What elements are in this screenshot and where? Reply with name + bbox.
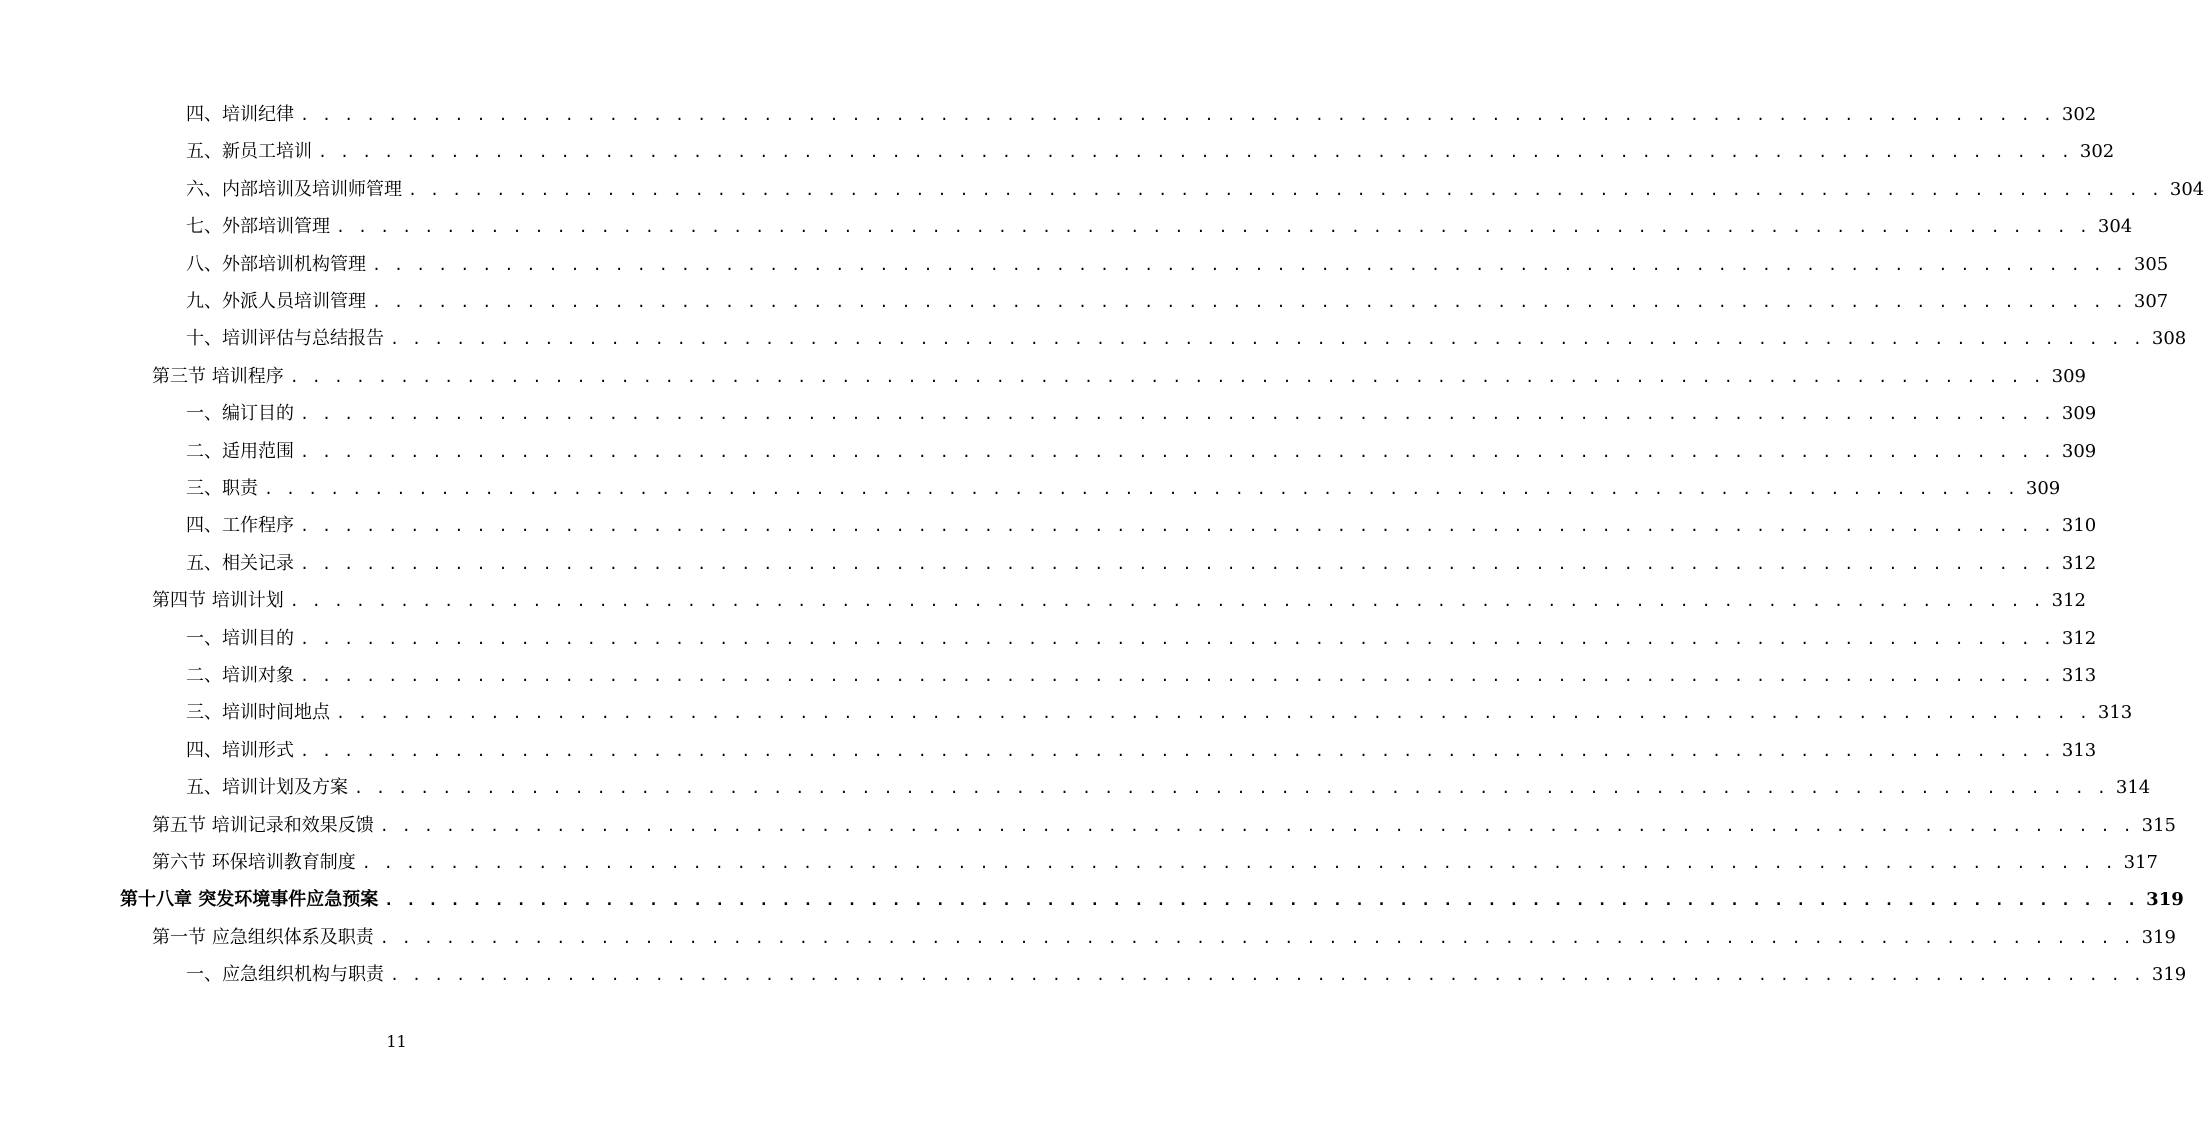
toc-leader-dots: . . . . . . . . . . . . . . . . . . . . . . . . . . . . . . . . . . . . . . . . . . . . . . . . . . . . . . . . . . . . . . . . . . . . . . . . . . . . . . . . xyxy=(408,180,2162,199)
toc-entry[interactable] xyxy=(152,848,2158,878)
toc-leader-dots: . . . . . . . . . . . . . . . . . . . . . . . . . . . . . . . . . . . . . . . . . . . . . . . . . . . . . . . . . . . . . . . . . . . . . . . . . . . . . . . . xyxy=(300,442,2054,461)
toc-entry-title: 三、职责 xyxy=(186,478,258,499)
toc-entry[interactable] xyxy=(186,287,2169,317)
toc-entry-page: 304 xyxy=(2169,178,2204,200)
toc-entry-title: 七、外部培训管理 xyxy=(186,216,330,238)
toc-entry-page: 309 xyxy=(2061,440,2097,462)
toc-entry-title: 一、应急组织机构与职责 xyxy=(186,964,384,986)
toc-entry-page: 302 xyxy=(2079,141,2115,163)
toc-entry-title: 八、外部培训机构管理 xyxy=(186,253,366,275)
toc-entry-title: 二、培训对象 xyxy=(186,665,294,686)
toc-leader-dots: . . . . . . . . . . . . . . . . . . . . . . . . . . . . . . . . . . . . . . . . . . . . . . . . . . . . . . . . . . . . . . . . . . . . . . . . . . . . . . . . xyxy=(318,143,2072,162)
toc-entry[interactable] xyxy=(186,324,2187,354)
toc-entry[interactable] xyxy=(152,923,2176,953)
toc-leader-dots: . . . . . . . . . . . . . . . . . . . . . . . . . . . . . . . . . . . . . . . . . . . . . . . . . . . . . . . . . . . . . . . . . . . . . . . . . . . . . . . . xyxy=(372,293,2126,311)
toc-leader-dots: . . . . . . . . . . . . . . . . . . . . . . . . . . . . . . . . . . . . . . . . . . . . . . . . . . . . . . . . . . . . . . . . . . . . . . . . . . . . . . . . xyxy=(300,629,2054,648)
toc-entry-page: 305 xyxy=(2133,253,2169,275)
toc-entry-page: 308 xyxy=(2151,328,2187,350)
toc-entry-title: 五、培训计划及方案 xyxy=(186,777,348,799)
toc-entry[interactable] xyxy=(186,212,2133,242)
toc-leader-dots: . . . . . . . . . . . . . . . . . . . . . . . . . . . . . . . . . . . . . . . . . . . . . . . . . . . . . . . . . . . . . . . . . . . . . . . . . . . . . . . . xyxy=(300,741,2054,760)
toc-entry-page: 312 xyxy=(2061,552,2097,574)
toc-entry-page: 315 xyxy=(2141,814,2176,836)
toc-entry-page: 312 xyxy=(2051,590,2086,612)
toc-leader-dots: . . . . . . . . . . . . . . . . . . . . . . . . . . . . . . . . . . . . . . . . . . . . . . . . . . . . . . . . . . . . . . . . . . . . . . . . . . . . . . . . xyxy=(289,592,2044,611)
toc-entry[interactable] xyxy=(186,549,2097,579)
toc-entry-title: 五、相关记录 xyxy=(186,552,294,574)
toc-entry-title: 第六节 环保培训教育制度 xyxy=(152,852,356,873)
toc-entry-title: 五、新员工培训 xyxy=(186,141,312,163)
toc-leader-dots: . . . . . . . . . . . . . . . . . . . . . . . . . . . . . . . . . . . . . . . . . . . . . . . . . . . . . . . . . . . . . . . . . . . . . . . . . . . . . . . . xyxy=(336,704,2090,723)
toc-leader-dots: . . . . . . . . . . . . . . . . . . . . . . . . . . . . . . . . . . . . . . . . . . . . . . . . . . . . . . . . . . . . . . . . . . . . . . . . . . . . . . . . xyxy=(379,928,2134,947)
toc-leader-dots: . . . . . . . . . . . . . . . . . . . . . . . . . . . . . . . . . . . . . . . . . . . . . . . . . . . . . . . . . . . . . . . . . . . . . . . . . . . . . . . . xyxy=(372,255,2126,274)
toc-entry-title: 第十八章 突发环境事件应急预案 xyxy=(120,889,379,911)
toc-entry[interactable] xyxy=(186,661,2097,691)
toc-entry-title: 第一节 应急组织体系及职责 xyxy=(152,926,374,948)
toc-entry-page: 319 xyxy=(2151,964,2187,986)
toc-entry-title: 第五节 培训记录和效果反馈 xyxy=(152,814,374,836)
toc-entry-page: 313 xyxy=(2061,739,2097,761)
toc-entry-page: 313 xyxy=(2061,665,2097,686)
toc-entry-title: 三、培训时间地点 xyxy=(186,702,330,724)
toc-entry-page: 319 xyxy=(2146,889,2184,911)
toc-entry-title: 二、适用范围 xyxy=(186,440,294,462)
toc-entry-page: 317 xyxy=(2123,852,2158,873)
toc-entry[interactable] xyxy=(186,137,2115,167)
toc-entry[interactable] xyxy=(186,960,2187,990)
toc-leader-dots: . . . . . . . . . . . . . . . . . . . . . . . . . . . . . . . . . . . . . . . . . . . . . . . . . . . . . . . . . . . . . . . . . . . . . . . . . . . . . . . . xyxy=(300,554,2054,573)
toc-entry-title: 十、培训评估与总结报告 xyxy=(186,328,384,350)
toc-entry-page: 319 xyxy=(2141,926,2176,948)
toc-entry-title: 第三节 培训程序 xyxy=(152,365,284,387)
toc-leader-dots: . . . . . . . . . . . . . . . . . . . . . . . . . . . . . . . . . . . . . . . . . . . . . . . . . . . . . . . . . . . . . . . . . . . . . . . . . . . . . . . . xyxy=(379,816,2134,835)
toc-entry[interactable] xyxy=(186,175,2204,205)
toc-entry[interactable] xyxy=(186,624,2097,654)
toc-entry-page: 307 xyxy=(2133,291,2169,312)
toc-entry-title: 六、内部培训及培训师管理 xyxy=(186,178,402,200)
toc-leader-dots: . . . . . . . . . . . . . . . . . . . . . . . . . . . . . . . . . . . . . . . . . . . . . . . . . . . . . . . . . . . . . . . . . . . . . . . . . . . . . . . . xyxy=(300,106,2054,124)
page-number: 11 xyxy=(386,1032,407,1051)
toc-entry[interactable] xyxy=(120,885,2184,915)
toc-leader-dots: . . . . . . . . . . . . . . . . . . . . . . . . . . . . . . . . . . . . . . . . . . . . . . . . . . . . . . . . . . . . . . . . . . . . . . . . . . . . . . . . xyxy=(300,405,2054,424)
toc-leader-dots: . . . . . . . . . . . . . . . . . . . . . . . . . . . . . . . . . . . . . . . . . . . . . . . . . . . . . . . . . . . . . . . . . . . . . . . . . . . . . . . . xyxy=(384,891,2139,910)
toc-entry-title: 一、编订目的 xyxy=(186,403,294,425)
toc-entry[interactable] xyxy=(186,399,2097,429)
toc-entry-page: 309 xyxy=(2051,365,2086,387)
toc-entry-page: 304 xyxy=(2097,216,2133,238)
toc-entry-page: 314 xyxy=(2115,777,2151,799)
toc-entry-title: 四、培训纪律 xyxy=(186,104,294,125)
toc-entry[interactable] xyxy=(186,511,2097,541)
toc-entry[interactable] xyxy=(152,811,2176,841)
toc-entry-page: 310 xyxy=(2061,515,2097,537)
toc-entry[interactable] xyxy=(152,362,2086,392)
toc-entry-page: 313 xyxy=(2097,702,2133,724)
toc-entry-title: 九、外派人员培训管理 xyxy=(186,291,366,312)
toc-leader-dots: . . . . . . . . . . . . . . . . . . . . . . . . . . . . . . . . . . . . . . . . . . . . . . . . . . . . . . . . . . . . . . . . . . . . . . . . . . . . . . . . xyxy=(300,667,2054,685)
toc-leader-dots: . . . . . . . . . . . . . . . . . . . . . . . . . . . . . . . . . . . . . . . . . . . . . . . . . . . . . . . . . . . . . . . . . . . . . . . . . . . . . . . . xyxy=(390,966,2144,985)
toc-entry-title: 四、培训形式 xyxy=(186,739,294,761)
toc-leader-dots: . . . . . . . . . . . . . . . . . . . . . . . . . . . . . . . . . . . . . . . . . . . . . . . . . . . . . . . . . . . . . . . . . . . . . . . . . . . . . . . . xyxy=(300,517,2054,536)
toc-entry-page: 309 xyxy=(2061,403,2097,425)
toc-entry-title: 一、培训目的 xyxy=(186,627,294,649)
toc-entry[interactable] xyxy=(186,736,2097,766)
toc-leader-dots: . . . . . . . . . . . . . . . . . . . . . . . . . . . . . . . . . . . . . . . . . . . . . . . . . . . . . . . . . . . . . . . . . . . . . . . . . . . . . . . . xyxy=(264,480,2018,498)
toc-entry[interactable] xyxy=(186,250,2169,280)
toc-entry-page: 302 xyxy=(2061,104,2097,125)
toc-entry[interactable] xyxy=(152,586,2086,616)
toc-leader-dots: . . . . . . . . . . . . . . . . . . . . . . . . . . . . . . . . . . . . . . . . . . . . . . . . . . . . . . . . . . . . . . . . . . . . . . . . . . . . . . . . xyxy=(390,330,2144,349)
toc-leader-dots: . . . . . . . . . . . . . . . . . . . . . . . . . . . . . . . . . . . . . . . . . . . . . . . . . . . . . . . . . . . . . . . . . . . . . . . . . . . . . . . . xyxy=(336,218,2090,237)
toc-entry-page: 309 xyxy=(2025,478,2061,499)
toc-leader-dots: . . . . . . . . . . . . . . . . . . . . . . . . . . . . . . . . . . . . . . . . . . . . . . . . . . . . . . . . . . . . . . . . . . . . . . . . . . . . . . . . xyxy=(361,854,2116,872)
toc-entry[interactable] xyxy=(186,698,2133,728)
toc-entry[interactable] xyxy=(186,474,2061,504)
toc-entry[interactable] xyxy=(186,773,2151,803)
toc-leader-dots: . . . . . . . . . . . . . . . . . . . . . . . . . . . . . . . . . . . . . . . . . . . . . . . . . . . . . . . . . . . . . . . . . . . . . . . . . . . . . . . . xyxy=(289,367,2044,386)
toc-entry-title: 四、工作程序 xyxy=(186,515,294,537)
toc-leader-dots: . . . . . . . . . . . . . . . . . . . . . . . . . . . . . . . . . . . . . . . . . . . . . . . . . . . . . . . . . . . . . . . . . . . . . . . . . . . . . . . . xyxy=(354,779,2108,798)
toc-entry[interactable] xyxy=(186,100,2097,130)
toc-entry-title: 第四节 培训计划 xyxy=(152,590,284,612)
toc-entry-page: 312 xyxy=(2061,627,2097,649)
toc-entry[interactable] xyxy=(186,437,2097,467)
